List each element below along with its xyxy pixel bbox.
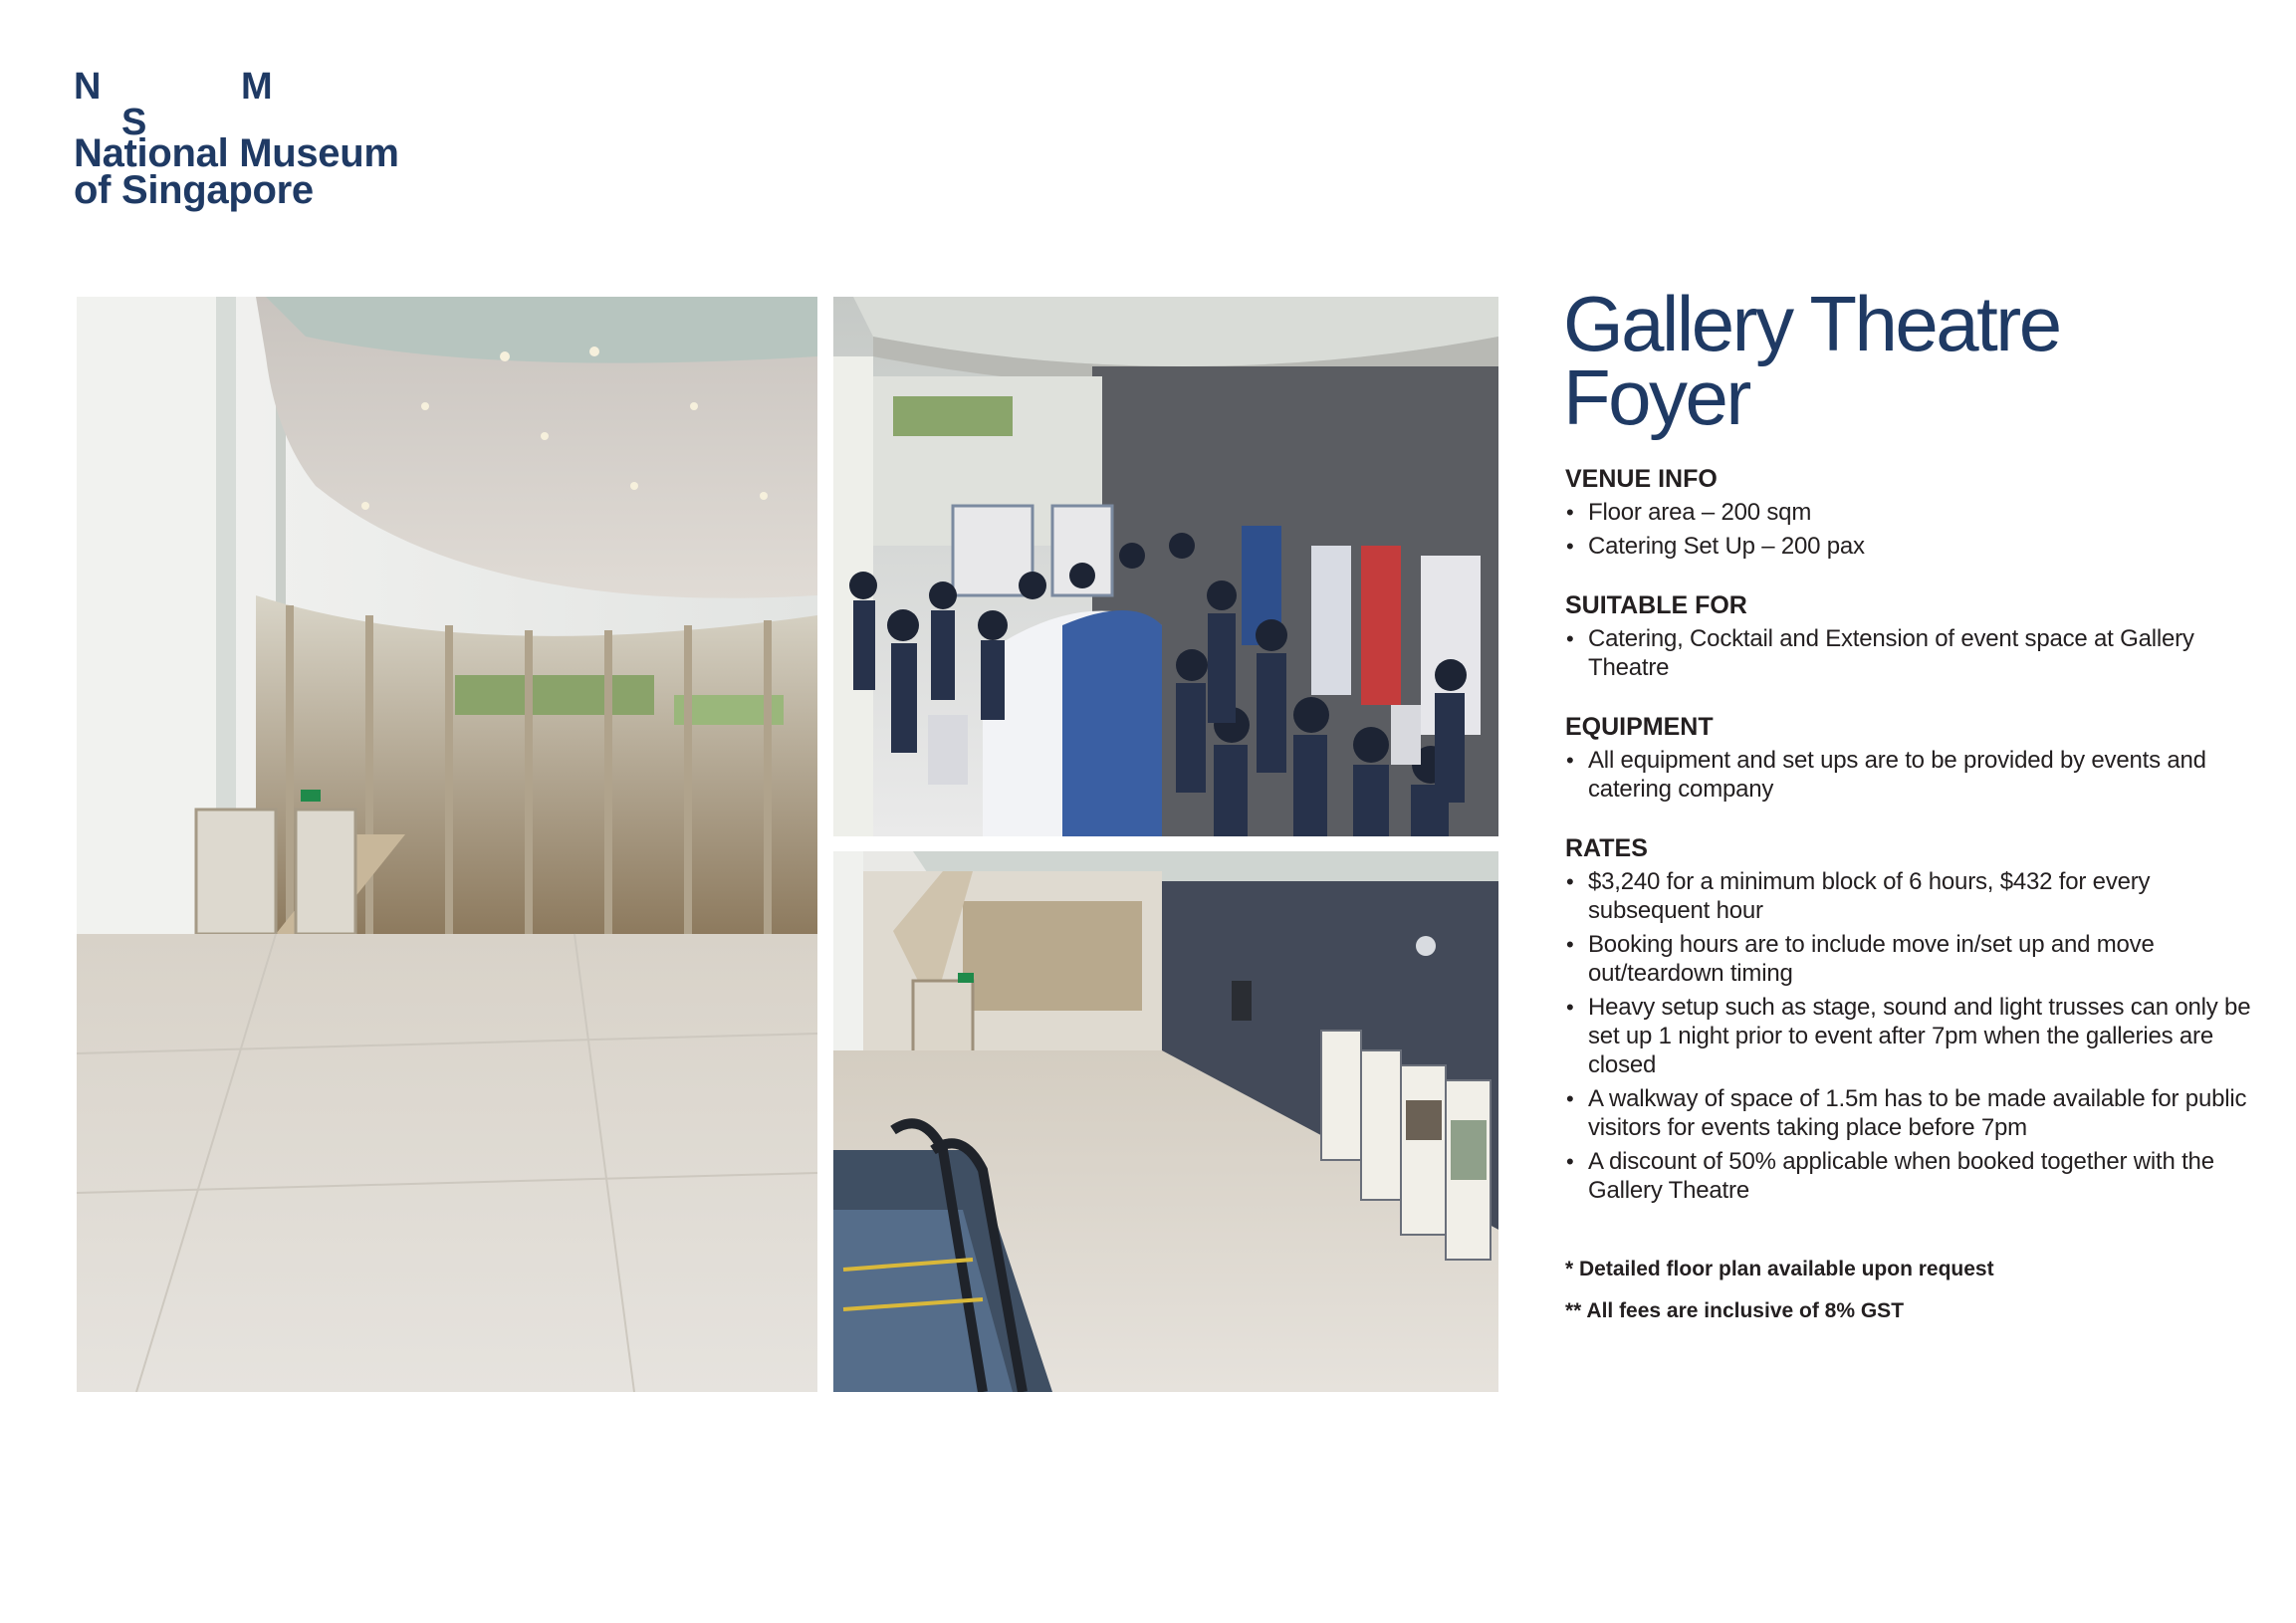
venue-title-line1: Gallery Theatre [1563,280,2060,367]
museum-name-line1: National Museum [74,131,399,175]
suitable-for-section [1563,590,2260,682]
list-item: • Catering Set Up – 200 pax [1563,532,2260,561]
bullet-list [1563,746,2260,804]
venue-title [1563,280,2260,441]
footnote-floor-plan: * Detailed floor plan available upon request [1565,1258,1994,1280]
list-item: • Booking hours are to include move in/set up and move out/teardown timing [1563,930,2260,988]
monogram-letter-n: N [74,66,102,108]
section-heading: EQUIPMENT [1565,713,1714,741]
list-item: • $3,240 for a minimum block of 6 hours, $432 for every subsequent hour [1563,867,2260,925]
list-item: • Heavy setup such as stage, sound and light trusses can only be set up 1 night prior to event after 7pm when the galleries are closed [1563,993,2260,1079]
list-item: • Catering, Cocktail and Extension of event space at Gallery Theatre [1563,624,2260,682]
empty-foyer-photo [77,297,817,1392]
section-heading: VENUE INFO [1565,465,1718,493]
footnote-gst: ** All fees are inclusive of 8% GST [1565,1299,1905,1322]
venue-title-line2: Foyer [1563,353,1749,441]
museum-name-line2: of Singapore [74,168,314,212]
monogram-letter-m: M [241,66,273,108]
rates-section [1563,833,2260,1205]
section-heading: SUITABLE FOR [1565,591,1747,619]
venue-info-section [1563,464,2260,561]
list-item: • A discount of 50% applicable when booked together with the Gallery Theatre [1563,1147,2260,1205]
footnotes [1563,1257,2260,1324]
list-item: • All equipment and set ups are to be provided by events and catering company [1563,746,2260,804]
section-heading: RATES [1565,834,1648,862]
bullet-list [1563,624,2260,682]
equipment-section [1563,712,2260,804]
monogram-letter-s: S [121,102,147,143]
list-item: • Floor area – 200 sqm [1563,498,2260,527]
museum-logo [74,64,399,212]
event-crowd-photo [833,297,1498,836]
list-item: • A walkway of space of 1.5m has to be made available for public visitors for events taking place before 7pm [1563,1084,2260,1142]
foyer-escalator-photo [833,851,1498,1392]
bullet-list [1563,867,2260,1205]
museum-name [74,131,399,212]
bullet-list [1563,498,2260,561]
venue-info-panel [1563,280,2260,1340]
nsm-monogram [74,64,293,143]
